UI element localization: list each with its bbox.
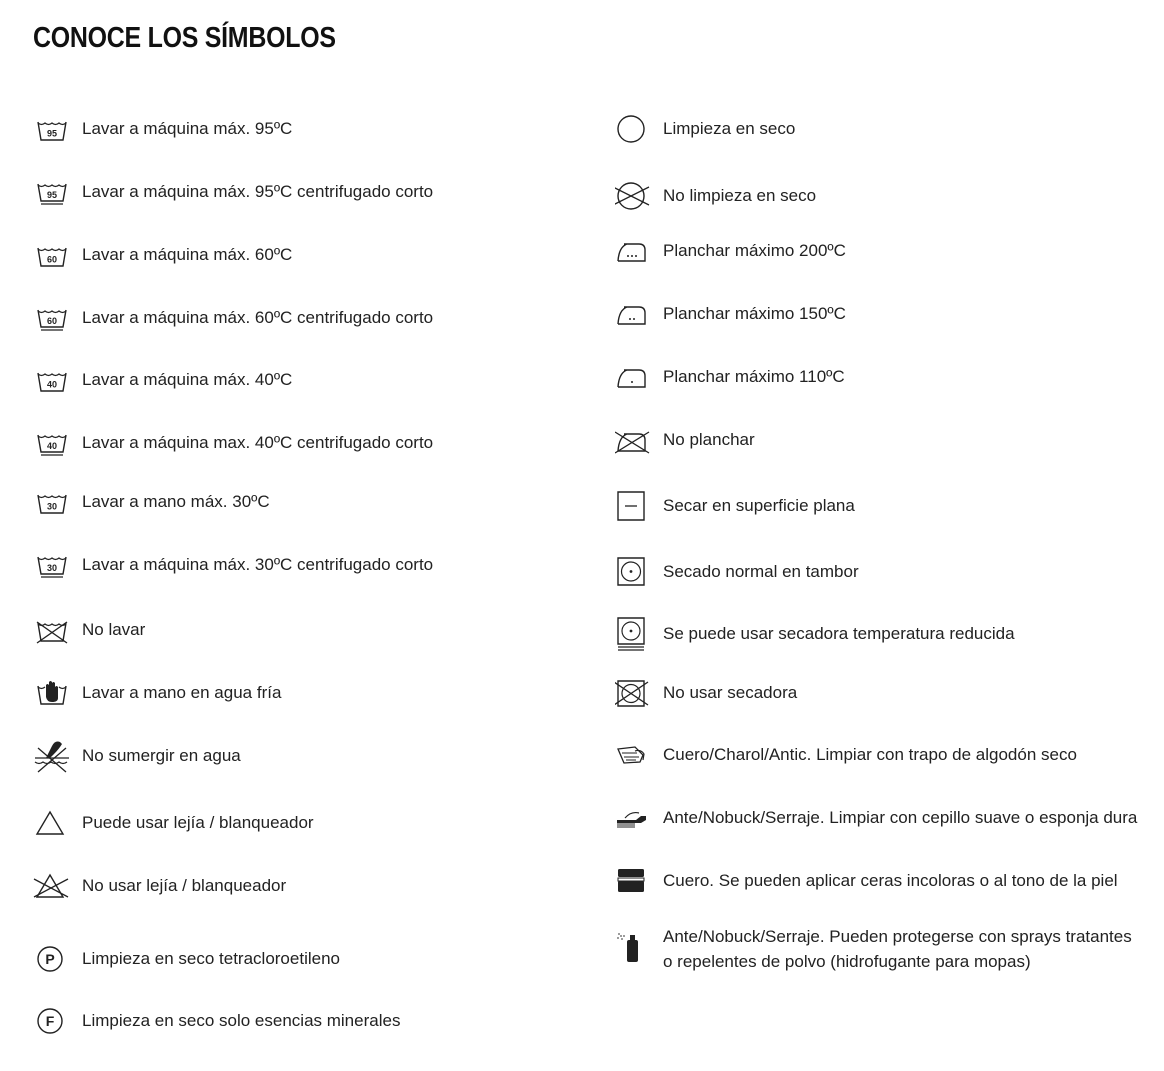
symbol-label: Limpieza en seco solo esencias minerales	[82, 1011, 401, 1030]
symbol-label: Cuero/Charol/Antic. Limpiar con trapo de algodón seco	[663, 745, 1077, 764]
symbol-label: No limpieza en seco	[663, 186, 817, 205]
symbol-label: Cuero. Se pueden aplicar ceras incoloras o al tono de la piel	[663, 871, 1118, 890]
wash-95-gentle-icon	[32, 172, 72, 212]
symbol-label: No usar lejía / blanqueador	[82, 876, 287, 895]
no-iron-icon	[615, 420, 655, 460]
wash-40-gentle-icon	[32, 423, 72, 463]
wash-40-icon	[32, 360, 72, 400]
symbol-label: Lavar a mano máx. 30ºC	[82, 492, 270, 511]
symbol-label: No usar secadora	[663, 683, 798, 702]
iron-medium-icon	[615, 294, 655, 334]
wash-95-icon	[32, 109, 72, 149]
no-dry-clean-icon	[615, 176, 655, 216]
svg-text:40: 40	[46, 379, 58, 390]
symbol-label: Ante/Nobuck/Serraje. Limpiar con cepillo suave o esponja dura	[663, 808, 1138, 827]
hand-wash-cold-icon	[32, 673, 72, 713]
dry-flat-icon	[615, 486, 655, 526]
symbol-label: No planchar	[663, 430, 755, 449]
svg-text:95: 95	[46, 190, 58, 200]
symbol-label: Lavar a máquina máx. 40ºC	[82, 370, 293, 389]
dry-clean-p-icon	[32, 939, 72, 979]
symbol-label: No sumergir en agua	[82, 746, 241, 765]
symbol-label: Limpieza en seco tetracloroetileno	[82, 949, 340, 968]
dry-clean-icon	[615, 109, 655, 149]
do-not-wash-icon	[32, 610, 72, 650]
do-not-submerge-icon	[32, 736, 72, 776]
iron-low-icon	[615, 357, 655, 397]
wash-60-icon	[32, 235, 72, 275]
svg-text:30: 30	[46, 501, 58, 512]
symbol-label: Lavar a máquina máx. 60ºC	[82, 245, 293, 264]
svg-text:40: 40	[46, 441, 58, 451]
no-bleach-icon	[32, 866, 72, 906]
iron-high-icon	[615, 231, 655, 271]
symbol-label: Secar en superficie plana	[663, 496, 855, 515]
no-tumble-dry-icon	[615, 673, 655, 713]
spray-can-icon	[615, 928, 655, 968]
symbol-label: Lavar a máquina max. 40ºC centrifugado corto	[82, 433, 434, 452]
svg-text:95: 95	[46, 128, 58, 139]
tumble-dry-low-icon	[615, 614, 655, 654]
wash-30-icon	[32, 482, 72, 522]
brush-icon	[615, 798, 655, 838]
symbol-label: Puede usar lejía / blanqueador	[82, 813, 314, 832]
symbol-label: Lavar a mano en agua fría	[82, 683, 282, 702]
symbol-label: Lavar a máquina máx. 95ºC	[82, 119, 293, 138]
dry-clean-f-icon	[32, 1001, 72, 1041]
dry-cloth-icon	[615, 735, 655, 775]
symbol-label: Se puede usar secadora temperatura reducida	[663, 624, 1015, 643]
svg-text:P: P	[45, 951, 55, 967]
svg-text:F: F	[45, 1013, 55, 1029]
bleach-allowed-icon	[32, 803, 72, 843]
svg-text:60: 60	[46, 316, 58, 326]
symbol-label: Lavar a máquina máx. 95ºC centrifugado corto	[82, 182, 434, 201]
symbol-label: Planchar máximo 110ºC	[663, 367, 845, 386]
symbol-label: Secado normal en tambor	[663, 562, 859, 581]
wash-30-gentle-icon	[32, 545, 72, 585]
symbol-label: Planchar máximo 150ºC	[663, 304, 846, 323]
symbol-label: Planchar máximo 200ºC	[663, 241, 846, 260]
svg-text:60: 60	[46, 254, 58, 265]
symbol-label: Limpieza en seco	[663, 119, 796, 138]
symbol-label: Ante/Nobuck/Serraje. Pueden protegerse con sprays tratantes o repelentes de polvo (hidrofugante para mopas)	[663, 927, 1132, 971]
symbol-label: No lavar	[82, 620, 146, 639]
symbol-label: Lavar a máquina máx. 30ºC centrifugado corto	[82, 555, 434, 574]
wash-60-gentle-icon	[32, 298, 72, 338]
symbol-label: Lavar a máquina máx. 60ºC centrifugado corto	[82, 308, 434, 327]
page-title: CONOCE LOS SÍMBOLOS	[33, 22, 336, 54]
tumble-dry-normal-icon	[615, 552, 655, 592]
wax-tin-icon	[615, 861, 655, 901]
svg-text:30: 30	[46, 563, 58, 573]
